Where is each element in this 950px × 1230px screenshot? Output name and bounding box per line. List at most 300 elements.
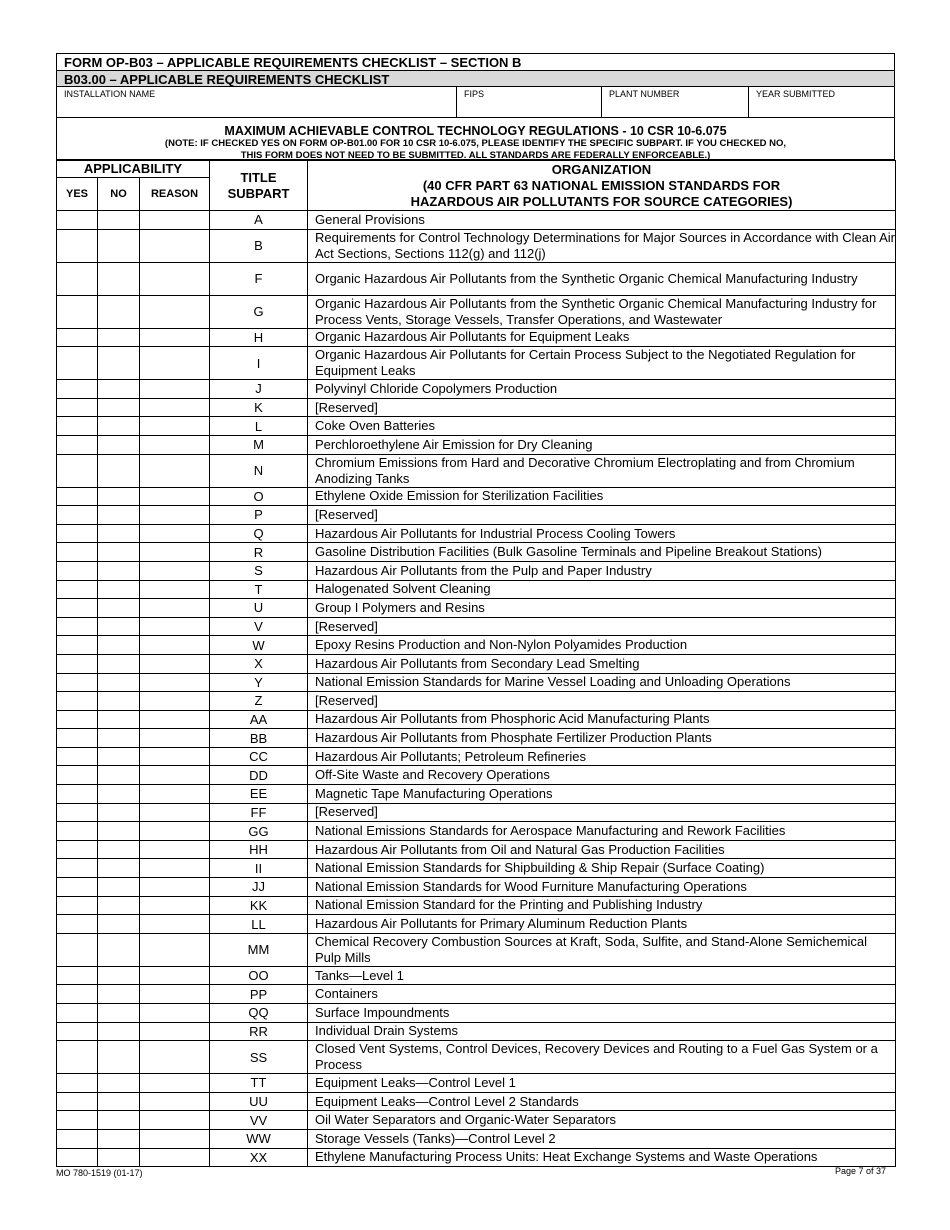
description-cell: Epoxy Resins Production and Non-Nylon Polyamides Production	[308, 636, 896, 655]
description-cell: Containers	[308, 985, 896, 1004]
description-cell: Storage Vessels (Tanks)—Control Level 2	[308, 1129, 896, 1148]
no-cell[interactable]	[98, 417, 140, 436]
reason-cell[interactable]	[140, 1092, 210, 1111]
description-cell: Requirements for Control Technology Determinations for Major Sources in Accordance with Clean Air Act Sections, Sections 112(g) and 112(j)	[308, 229, 896, 262]
description-cell: Ethylene Manufacturing Process Units: Heat Exchange Systems and Waste Operations	[308, 1148, 896, 1167]
installation-info-row	[56, 87, 895, 118]
yes-cell[interactable]	[57, 1092, 98, 1111]
title-header-line1: TITLE	[240, 169, 277, 185]
yes-cell[interactable]	[57, 1148, 98, 1167]
yes-cell[interactable]	[57, 840, 98, 859]
table-row	[57, 915, 896, 934]
yes-cell[interactable]	[57, 878, 98, 897]
requirements-table	[56, 160, 896, 1167]
subpart-cell: GG	[210, 822, 308, 841]
no-cell[interactable]	[98, 435, 140, 454]
reason-cell[interactable]	[140, 933, 210, 966]
table-row	[57, 454, 896, 487]
yes-cell[interactable]	[57, 636, 98, 655]
yes-cell[interactable]	[57, 692, 98, 711]
yes-cell[interactable]	[57, 1074, 98, 1093]
subpart-cell: S	[210, 561, 308, 580]
description-cell: Organic Hazardous Air Pollutants from the Synthetic Organic Chemical Manufacturing Industry	[308, 262, 896, 295]
reason-cell[interactable]	[140, 692, 210, 711]
description-cell: Hazardous Air Pollutants from Secondary Lead Smelting	[308, 654, 896, 673]
subpart-cell: A	[210, 211, 308, 230]
description-cell: Gasoline Distribution Facilities (Bulk Gasoline Terminals and Pipeline Breakout Stations)	[308, 543, 896, 562]
table-row	[57, 840, 896, 859]
subpart-cell: O	[210, 487, 308, 506]
description-cell: Organic Hazardous Air Pollutants for Certain Process Subject to the Negotiated Regulation for Equipment Leaks	[308, 347, 896, 380]
reason-cell[interactable]	[140, 295, 210, 328]
no-cell[interactable]	[98, 262, 140, 295]
reason-cell[interactable]	[140, 747, 210, 766]
table-row	[57, 1022, 896, 1041]
reason-cell[interactable]	[140, 262, 210, 295]
no-cell[interactable]	[98, 1111, 140, 1130]
no-cell[interactable]	[98, 933, 140, 966]
table-row	[57, 692, 896, 711]
reason-cell[interactable]	[140, 1129, 210, 1148]
description-cell: Closed Vent Systems, Control Devices, Recovery Devices and Routing to a Fuel Gas System or a Process	[308, 1041, 896, 1074]
description-cell: Coke Oven Batteries	[308, 417, 896, 436]
no-cell[interactable]	[98, 599, 140, 618]
reason-cell[interactable]	[140, 673, 210, 692]
year-submitted-field[interactable]	[749, 87, 894, 117]
reason-cell[interactable]	[140, 985, 210, 1004]
no-cell[interactable]	[98, 617, 140, 636]
subpart-cell: FF	[210, 803, 308, 822]
no-cell[interactable]	[98, 1074, 140, 1093]
reason-cell[interactable]	[140, 1041, 210, 1074]
subpart-cell: P	[210, 506, 308, 525]
description-cell: Hazardous Air Pollutants for Primary Aluminum Reduction Plants	[308, 915, 896, 934]
reason-cell[interactable]	[140, 803, 210, 822]
regulation-note-line2: THIS FORM DOES NOT NEED TO BE SUBMITTED. ALL STANDARDS ARE FEDERALLY ENFORCEABLE.)	[240, 150, 711, 161]
yes-cell[interactable]	[57, 985, 98, 1004]
description-cell: Polyvinyl Chloride Copolymers Production	[308, 380, 896, 399]
table-row	[57, 1092, 896, 1111]
subpart-cell: M	[210, 435, 308, 454]
reason-cell[interactable]	[140, 417, 210, 436]
reason-cell[interactable]	[140, 710, 210, 729]
subpart-cell: X	[210, 654, 308, 673]
yes-cell[interactable]	[57, 915, 98, 934]
table-row	[57, 878, 896, 897]
yes-cell[interactable]	[57, 933, 98, 966]
subpart-cell: J	[210, 380, 308, 399]
yes-cell[interactable]	[57, 398, 98, 417]
reason-cell[interactable]	[140, 1004, 210, 1023]
no-cell[interactable]	[98, 729, 140, 748]
subpart-cell: K	[210, 398, 308, 417]
reason-cell[interactable]	[140, 654, 210, 673]
year-submitted-label: YEAR SUBMITTED	[756, 89, 836, 99]
reason-cell[interactable]	[140, 859, 210, 878]
table-row	[57, 966, 896, 985]
subpart-cell: Z	[210, 692, 308, 711]
form-frame	[56, 53, 895, 1167]
no-cell[interactable]	[98, 506, 140, 525]
description-cell: Surface Impoundments	[308, 1004, 896, 1023]
yes-cell[interactable]	[57, 617, 98, 636]
subpart-cell: HH	[210, 840, 308, 859]
reason-cell[interactable]	[140, 915, 210, 934]
yes-cell[interactable]	[57, 654, 98, 673]
reason-cell[interactable]	[140, 729, 210, 748]
table-row	[57, 1148, 896, 1167]
description-cell: [Reserved]	[308, 617, 896, 636]
description-cell: [Reserved]	[308, 398, 896, 417]
table-row	[57, 328, 896, 347]
subpart-cell: UU	[210, 1092, 308, 1111]
yes-cell[interactable]	[57, 599, 98, 618]
form-number: MO 780-1519 (01-17)	[56, 1168, 143, 1178]
description-cell: National Emission Standards for Marine Vessel Loading and Unloading Operations	[308, 673, 896, 692]
yes-cell[interactable]	[57, 766, 98, 785]
description-cell: National Emissions Standards for Aerospace Manufacturing and Rework Facilities	[308, 822, 896, 841]
no-cell[interactable]	[98, 673, 140, 692]
table-row	[57, 543, 896, 562]
yes-cell[interactable]	[57, 295, 98, 328]
yes-cell[interactable]	[57, 380, 98, 399]
no-cell[interactable]	[98, 840, 140, 859]
description-cell: Equipment Leaks—Control Level 2 Standards	[308, 1092, 896, 1111]
reason-cell[interactable]	[140, 506, 210, 525]
table-row	[57, 747, 896, 766]
subpart-cell: PP	[210, 985, 308, 1004]
yes-cell[interactable]	[57, 435, 98, 454]
reason-cell[interactable]	[140, 1148, 210, 1167]
yes-cell[interactable]	[57, 859, 98, 878]
reason-cell[interactable]	[140, 822, 210, 841]
reason-cell[interactable]	[140, 580, 210, 599]
subpart-cell: OO	[210, 966, 308, 985]
table-row	[57, 398, 896, 417]
table-row	[57, 617, 896, 636]
table-row	[57, 347, 896, 380]
subpart-cell: T	[210, 580, 308, 599]
description-cell: Oil Water Separators and Organic-Water Separators	[308, 1111, 896, 1130]
description-cell: Tanks—Level 1	[308, 966, 896, 985]
reason-cell[interactable]	[140, 1074, 210, 1093]
yes-cell[interactable]	[57, 229, 98, 262]
no-cell[interactable]	[98, 524, 140, 543]
no-cell[interactable]	[98, 915, 140, 934]
description-cell: Hazardous Air Pollutants for Industrial Process Cooling Towers	[308, 524, 896, 543]
regulation-heading: MAXIMUM ACHIEVABLE CONTROL TECHNOLOGY REGULATIONS - 10 CSR 10-6.075	[224, 124, 727, 138]
subpart-cell: G	[210, 295, 308, 328]
form-title: FORM OP-B03 – APPLICABLE REQUIREMENTS CHECKLIST – SECTION B	[56, 53, 895, 70]
yes-cell[interactable]	[57, 328, 98, 347]
no-cell[interactable]	[98, 654, 140, 673]
yes-cell[interactable]	[57, 1129, 98, 1148]
reason-cell[interactable]	[140, 1111, 210, 1130]
subpart-cell: AA	[210, 710, 308, 729]
table-row	[57, 822, 896, 841]
subpart-cell: MM	[210, 933, 308, 966]
yes-cell[interactable]	[57, 506, 98, 525]
reason-cell[interactable]	[140, 454, 210, 487]
no-cell[interactable]	[98, 580, 140, 599]
table-row	[57, 785, 896, 804]
table-row	[57, 859, 896, 878]
yes-cell[interactable]	[57, 710, 98, 729]
yes-cell[interactable]	[57, 347, 98, 380]
no-cell[interactable]	[98, 785, 140, 804]
reason-cell[interactable]	[140, 543, 210, 562]
title-header-line2: SUBPART	[227, 185, 290, 201]
subpart-cell: QQ	[210, 1004, 308, 1023]
yes-cell[interactable]	[57, 1004, 98, 1023]
yes-cell[interactable]	[57, 785, 98, 804]
no-cell[interactable]	[98, 487, 140, 506]
no-cell[interactable]	[98, 747, 140, 766]
subpart-cell: TT	[210, 1074, 308, 1093]
no-cell[interactable]	[98, 543, 140, 562]
regulation-banner	[56, 118, 895, 160]
no-cell[interactable]	[98, 710, 140, 729]
table-row	[57, 636, 896, 655]
subpart-cell: F	[210, 262, 308, 295]
no-cell[interactable]	[98, 692, 140, 711]
description-cell: Perchloroethylene Air Emission for Dry Cleaning	[308, 435, 896, 454]
reason-cell[interactable]	[140, 1022, 210, 1041]
yes-cell[interactable]	[57, 1022, 98, 1041]
table-row	[57, 1129, 896, 1148]
description-cell: [Reserved]	[308, 692, 896, 711]
reason-cell[interactable]	[140, 487, 210, 506]
subpart-cell: V	[210, 617, 308, 636]
subpart-cell: LL	[210, 915, 308, 934]
description-cell: Hazardous Air Pollutants; Petroleum Refineries	[308, 747, 896, 766]
yes-cell[interactable]	[57, 673, 98, 692]
plant-number-label: PLANT NUMBER	[609, 89, 680, 99]
yes-cell[interactable]	[57, 822, 98, 841]
no-cell[interactable]	[98, 1092, 140, 1111]
description-cell: Chemical Recovery Combustion Sources at Kraft, Soda, Sulfite, and Stand-Alone Semichemical Pulp Mills	[308, 933, 896, 966]
yes-cell[interactable]	[57, 1041, 98, 1074]
org-header-line1: ORGANIZATION	[551, 161, 652, 177]
plant-number-field[interactable]	[602, 87, 749, 117]
description-cell: Off-Site Waste and Recovery Operations	[308, 766, 896, 785]
no-cell[interactable]	[98, 561, 140, 580]
reason-cell[interactable]	[140, 785, 210, 804]
table-row	[57, 561, 896, 580]
reason-cell[interactable]	[140, 229, 210, 262]
subpart-cell: I	[210, 347, 308, 380]
table-row	[57, 435, 896, 454]
yes-cell[interactable]	[57, 543, 98, 562]
no-cell[interactable]	[98, 966, 140, 985]
table-row	[57, 985, 896, 1004]
yes-cell[interactable]	[57, 454, 98, 487]
yes-cell[interactable]	[57, 803, 98, 822]
reason-cell[interactable]	[140, 398, 210, 417]
table-row	[57, 803, 896, 822]
installation-name-field[interactable]	[57, 87, 457, 117]
table-row	[57, 933, 896, 966]
table-row	[57, 380, 896, 399]
subpart-cell: KK	[210, 896, 308, 915]
no-cell[interactable]	[98, 454, 140, 487]
description-cell: Magnetic Tape Manufacturing Operations	[308, 785, 896, 804]
page-number: Page 7 of 37	[834, 1166, 886, 1176]
yes-cell[interactable]	[57, 561, 98, 580]
no-cell[interactable]	[98, 878, 140, 897]
description-cell: Organic Hazardous Air Pollutants for Equipment Leaks	[308, 328, 896, 347]
no-cell[interactable]	[98, 896, 140, 915]
description-cell: Hazardous Air Pollutants from Phosphate Fertilizer Production Plants	[308, 729, 896, 748]
installation-name-label: INSTALLATION NAME	[64, 89, 156, 99]
description-cell: National Emission Standard for the Printing and Publishing Industry	[308, 896, 896, 915]
description-cell: Ethylene Oxide Emission for Sterilization Facilities	[308, 487, 896, 506]
reason-cell[interactable]	[140, 966, 210, 985]
subpart-cell: U	[210, 599, 308, 618]
description-cell: Individual Drain Systems	[308, 1022, 896, 1041]
description-cell: [Reserved]	[308, 803, 896, 822]
org-header-line2: (40 CFR PART 63 NATIONAL EMISSION STANDARDS FOR	[422, 177, 781, 193]
yes-cell[interactable]	[57, 966, 98, 985]
no-cell[interactable]	[98, 859, 140, 878]
description-cell: Hazardous Air Pollutants from Oil and Natural Gas Production Facilities	[308, 840, 896, 859]
table-row	[57, 729, 896, 748]
description-cell: General Provisions	[308, 211, 896, 230]
regulation-note-line1: (NOTE: IF CHECKED YES ON FORM OP-B01.00 FOR 10 CSR 10-6.075, PLEASE IDENTIFY THE SPECIFIC SUBPART. IF YOU CHECKED NO,	[164, 138, 787, 149]
description-cell: Hazardous Air Pollutants from Phosphoric Acid Manufacturing Plants	[308, 710, 896, 729]
table-row	[57, 673, 896, 692]
table-row	[57, 417, 896, 436]
reason-cell[interactable]	[140, 636, 210, 655]
table-row	[57, 487, 896, 506]
no-cell[interactable]	[98, 985, 140, 1004]
yes-cell[interactable]	[57, 524, 98, 543]
table-row	[57, 506, 896, 525]
no-header: NO	[98, 178, 140, 211]
no-cell[interactable]	[98, 347, 140, 380]
no-cell[interactable]	[98, 380, 140, 399]
table-row	[57, 229, 896, 262]
reason-cell[interactable]	[140, 524, 210, 543]
no-cell[interactable]	[98, 636, 140, 655]
yes-cell[interactable]	[57, 487, 98, 506]
subpart-cell: WW	[210, 1129, 308, 1148]
description-cell: Equipment Leaks—Control Level 1	[308, 1074, 896, 1093]
description-cell: Halogenated Solvent Cleaning	[308, 580, 896, 599]
no-cell[interactable]	[98, 1022, 140, 1041]
reason-cell[interactable]	[140, 380, 210, 399]
reason-cell[interactable]	[140, 328, 210, 347]
reason-header: REASON	[140, 178, 210, 211]
subpart-cell: H	[210, 328, 308, 347]
subpart-cell: VV	[210, 1111, 308, 1130]
no-cell[interactable]	[98, 229, 140, 262]
fips-field[interactable]	[457, 87, 602, 117]
description-cell: National Emission Standards for Wood Furniture Manufacturing Operations	[308, 878, 896, 897]
subpart-cell: L	[210, 417, 308, 436]
subpart-cell: BB	[210, 729, 308, 748]
description-cell: [Reserved]	[308, 506, 896, 525]
no-cell[interactable]	[98, 328, 140, 347]
reason-cell[interactable]	[140, 561, 210, 580]
yes-cell[interactable]	[57, 747, 98, 766]
table-row	[57, 211, 896, 230]
table-row	[57, 1041, 896, 1074]
table-row	[57, 1111, 896, 1130]
yes-cell[interactable]	[57, 1111, 98, 1130]
subpart-cell: EE	[210, 785, 308, 804]
subpart-cell: RR	[210, 1022, 308, 1041]
subpart-cell: JJ	[210, 878, 308, 897]
yes-cell[interactable]	[57, 262, 98, 295]
no-cell[interactable]	[98, 1041, 140, 1074]
organization-header	[308, 161, 896, 211]
table-row	[57, 896, 896, 915]
description-cell: Organic Hazardous Air Pollutants from the Synthetic Organic Chemical Manufacturing Industry for Process Vents, Storage Vessels, Transfer Operations, and Wastewater	[308, 295, 896, 328]
reason-cell[interactable]	[140, 435, 210, 454]
reason-cell[interactable]	[140, 766, 210, 785]
no-cell[interactable]	[98, 803, 140, 822]
table-row	[57, 599, 896, 618]
no-cell[interactable]	[98, 211, 140, 230]
table-row	[57, 524, 896, 543]
no-cell[interactable]	[98, 295, 140, 328]
table-row	[57, 766, 896, 785]
description-cell: National Emission Standards for Shipbuilding & Ship Repair (Surface Coating)	[308, 859, 896, 878]
no-cell[interactable]	[98, 1148, 140, 1167]
table-row	[57, 580, 896, 599]
reason-cell[interactable]	[140, 617, 210, 636]
description-cell: Chromium Emissions from Hard and Decorative Chromium Electroplating and from Chromium Anodizing Tanks	[308, 454, 896, 487]
reason-cell[interactable]	[140, 896, 210, 915]
applicability-header: APPLICABILITY	[57, 161, 210, 178]
subpart-cell: B	[210, 229, 308, 262]
yes-header: YES	[57, 178, 98, 211]
subpart-cell: XX	[210, 1148, 308, 1167]
table-row	[57, 1004, 896, 1023]
reason-cell[interactable]	[140, 211, 210, 230]
no-cell[interactable]	[98, 1129, 140, 1148]
table-row	[57, 654, 896, 673]
section-title: B03.00 – APPLICABLE REQUIREMENTS CHECKLIST	[56, 70, 895, 87]
reason-cell[interactable]	[140, 599, 210, 618]
subpart-cell: CC	[210, 747, 308, 766]
yes-cell[interactable]	[57, 417, 98, 436]
yes-cell[interactable]	[57, 580, 98, 599]
org-header-line3: HAZARDOUS AIR POLLUTANTS FOR SOURCE CATEGORIES)	[410, 193, 793, 209]
yes-cell[interactable]	[57, 729, 98, 748]
subpart-cell: SS	[210, 1041, 308, 1074]
requirements-rows	[57, 211, 896, 1167]
no-cell[interactable]	[98, 1004, 140, 1023]
no-cell[interactable]	[98, 822, 140, 841]
description-cell: Group I Polymers and Resins	[308, 599, 896, 618]
subpart-cell: II	[210, 859, 308, 878]
reason-cell[interactable]	[140, 347, 210, 380]
subpart-cell: N	[210, 454, 308, 487]
yes-cell[interactable]	[57, 211, 98, 230]
subpart-cell: DD	[210, 766, 308, 785]
reason-cell[interactable]	[140, 840, 210, 859]
no-cell[interactable]	[98, 398, 140, 417]
yes-cell[interactable]	[57, 896, 98, 915]
no-cell[interactable]	[98, 766, 140, 785]
subpart-cell: R	[210, 543, 308, 562]
fips-label: FIPS	[464, 89, 485, 99]
description-cell: Hazardous Air Pollutants from the Pulp and Paper Industry	[308, 561, 896, 580]
reason-cell[interactable]	[140, 878, 210, 897]
subpart-cell: Q	[210, 524, 308, 543]
